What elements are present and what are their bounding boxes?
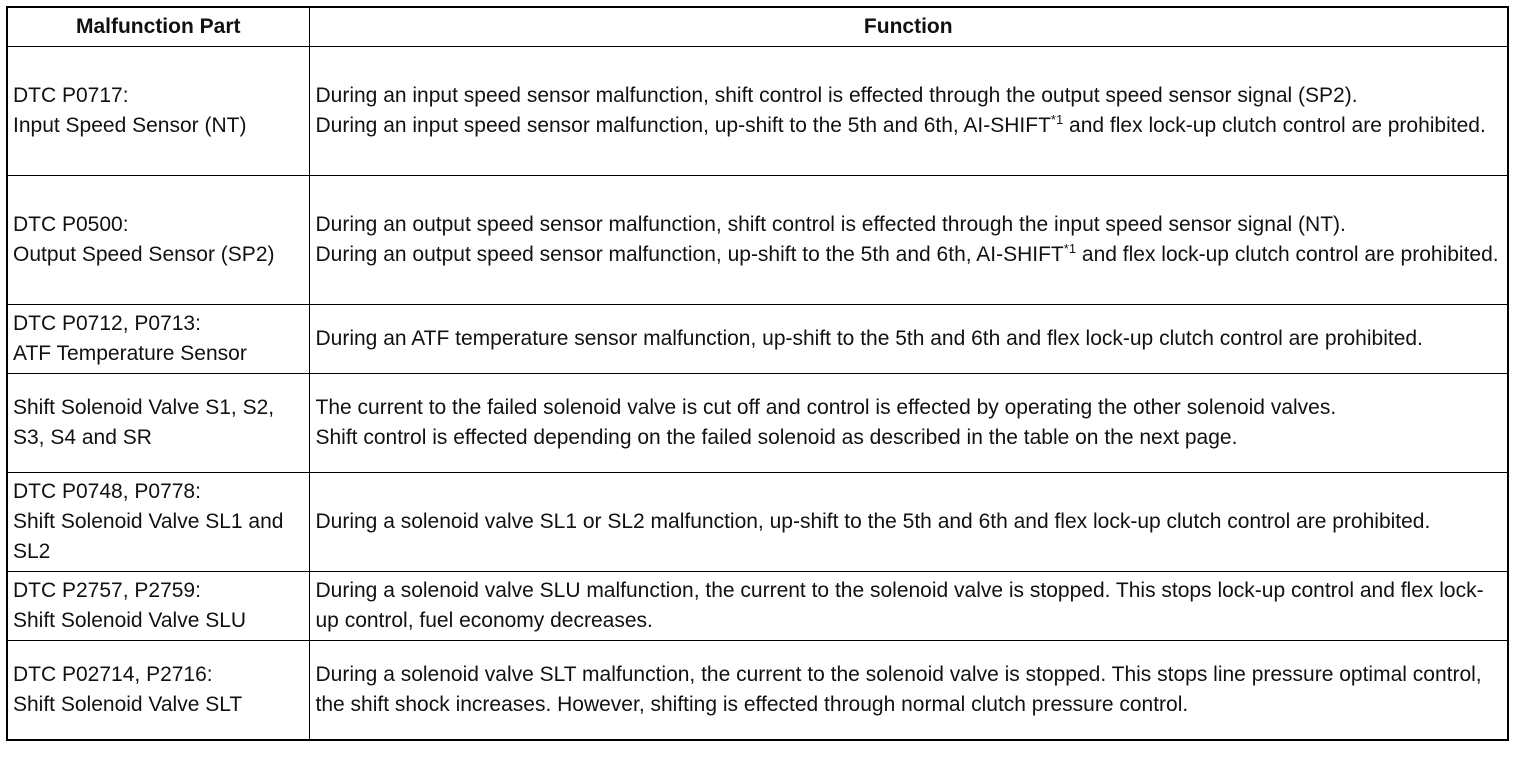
part-line: Output Speed Sensor (SP2) — [13, 243, 275, 266]
function-text: and flex lock-up clutch control are prohibited. — [1063, 114, 1486, 137]
function-cell — [309, 305, 1508, 374]
part-line: DTC P0712, P0713: — [13, 312, 201, 335]
function-cell — [309, 473, 1508, 572]
function-line: During an output speed sensor malfunction, shift control is effected through the input speed sensor signal (NT). — [315, 213, 1346, 236]
function-line — [316, 240, 1500, 270]
header-function: Function — [309, 7, 1508, 47]
part-line: ATF Temperature Sensor — [13, 342, 247, 365]
function-line: The current to the failed solenoid valve is cut off and control is effected by operating the other solenoid valves. — [315, 396, 1337, 419]
part-line: DTC P2757, P2759: — [13, 579, 201, 602]
part-line: Shift Solenoid Valve SLU — [13, 609, 247, 632]
table-row — [7, 305, 1508, 374]
part-line: Shift Solenoid Valve S1, S2, S3, S4 and SR — [13, 396, 275, 449]
part-line: DTC P02714, P2716: — [13, 663, 213, 686]
part-line: DTC P0500: — [13, 213, 129, 236]
part-line: DTC P0717: — [13, 84, 129, 107]
function-cell — [309, 374, 1508, 473]
function-line: During a solenoid valve SLU malfunction, the current to the solenoid valve is stopped. This stops lock-up control and flex lock-up control, fuel economy decreases. — [315, 579, 1484, 632]
table-row — [7, 176, 1508, 305]
part-line: Input Speed Sensor (NT) — [13, 114, 247, 137]
function-text: During an output speed sensor malfunction, up-shift to the 5th and 6th, AI-SHIFT — [315, 243, 1064, 266]
function-cell — [309, 572, 1508, 641]
malfunction-part-cell — [7, 641, 309, 741]
function-cell — [309, 641, 1508, 741]
table-row — [7, 473, 1508, 572]
part-line: Shift Solenoid Valve SLT — [13, 693, 243, 716]
table-header-row — [7, 7, 1508, 47]
malfunction-function-table — [6, 6, 1509, 741]
malfunction-part-cell — [7, 305, 309, 374]
malfunction-part-cell — [7, 473, 309, 572]
malfunction-part-cell — [7, 47, 309, 176]
function-line: Shift control is effected depending on the failed solenoid as described in the table on the next page. — [315, 426, 1238, 449]
part-line: DTC P0748, P0778: — [13, 480, 201, 503]
function-cell — [309, 47, 1508, 176]
malfunction-part-cell — [7, 176, 309, 305]
header-malfunction-part: Malfunction Part — [7, 7, 309, 47]
footnote-marker: *1 — [1050, 112, 1064, 127]
table-row — [7, 47, 1508, 176]
function-line: During a solenoid valve SL1 or SL2 malfunction, up-shift to the 5th and 6th and flex lock-up clutch control are prohibited. — [315, 510, 1431, 533]
footnote-marker: *1 — [1063, 241, 1077, 256]
part-line: Shift Solenoid Valve SL1 and SL2 — [13, 510, 284, 563]
table-row — [7, 641, 1508, 741]
function-text: and flex lock-up clutch control are prohibited. — [1076, 243, 1499, 266]
function-cell — [309, 176, 1508, 305]
function-text: During an input speed sensor malfunction, up-shift to the 5th and 6th, AI-SHIFT — [315, 114, 1051, 137]
table-row — [7, 572, 1508, 641]
function-line — [316, 111, 1500, 141]
malfunction-part-cell — [7, 374, 309, 473]
function-line: During a solenoid valve SLT malfunction, the current to the solenoid valve is stopped. This stops line pressure optimal control, the shift shock increases. However, shifting is effected through normal clutch pressure control. — [315, 663, 1482, 716]
malfunction-part-cell — [7, 572, 309, 641]
table-row — [7, 374, 1508, 473]
function-line: During an ATF temperature sensor malfunction, up-shift to the 5th and 6th and flex lock-up clutch control are prohibited. — [315, 327, 1423, 350]
function-line: During an input speed sensor malfunction, shift control is effected through the output speed sensor signal (SP2). — [315, 84, 1358, 107]
